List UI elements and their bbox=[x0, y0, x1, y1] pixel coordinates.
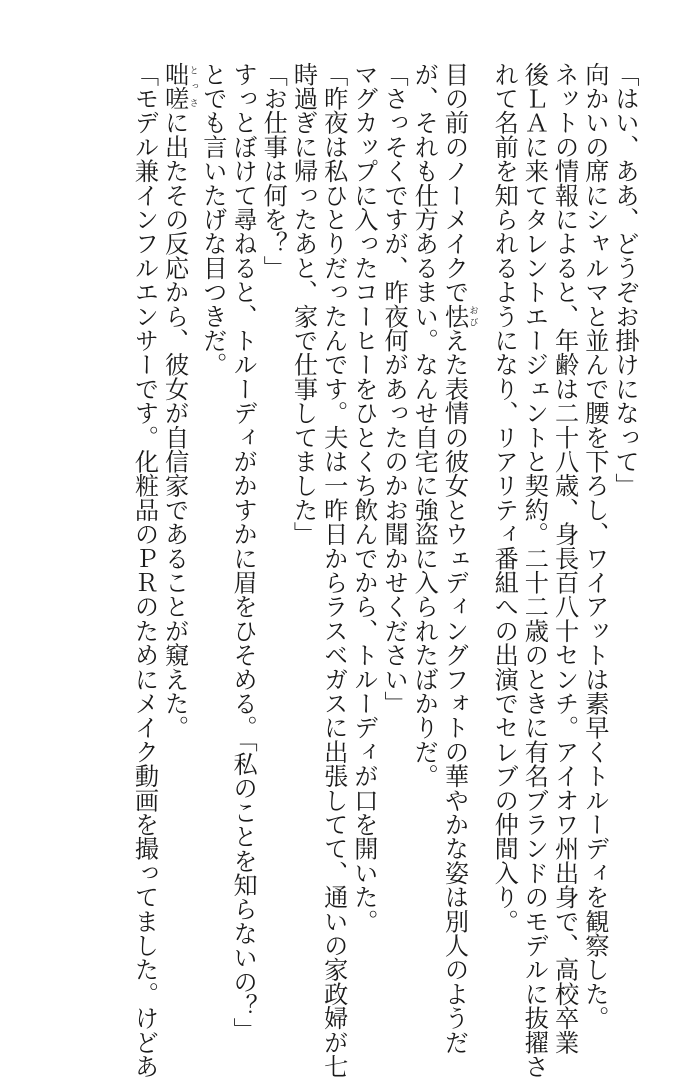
text-line-9: マグカップに入ったコーヒーをひとくち飲んでから、トルーディが口を開いた。 bbox=[349, 62, 378, 934]
ruby-obi: 怯 おび bbox=[440, 304, 478, 329]
text-line-6 bbox=[439, 62, 478, 1055]
vertical-text-body bbox=[129, 62, 640, 1078]
text-line-12: 「お仕事は何を？」 bbox=[259, 62, 288, 280]
ruby-obi-reading: おび bbox=[467, 304, 478, 329]
text-line-14: とでも言いたげな目つきだ。 bbox=[198, 62, 227, 377]
text-line-13: すっとぼけて尋ねると、トルーディがかすかに眉をひそめる。「私のことを知らないの？」 bbox=[229, 62, 258, 1043]
text-line-6-part-b: えた表情の彼女とウェディングフォトの華やかな姿は別人のようだ bbox=[440, 328, 469, 1055]
ruby-tossa: 咄嗟 とっさ bbox=[160, 62, 198, 111]
ruby-tossa-reading: とっさ bbox=[187, 62, 198, 111]
text-line-1: 「はい、ああ、どうぞお掛けになって」 bbox=[611, 62, 639, 498]
text-line-8: 「さっそくですが、昨夜何があったのかお聞かせください」 bbox=[380, 62, 409, 716]
text-line-15 bbox=[159, 62, 197, 974]
text-line-3: ネットの情報によると、年齢は二十八歳、身長百八十センチ。アイオワ州出身で、高校卒業 bbox=[550, 62, 579, 1055]
text-line-5: れて名前を知られるようになり、リアリティ番組への出演でセレブの仲間入り。 bbox=[490, 62, 519, 934]
text-line-7: が、それも仕方あるまい。なんせ自宅に強盗に入られたばかりだ。 bbox=[410, 62, 439, 788]
text-line-4: 後ＬＡに来てタレントエージェントと契約。二十二歳のときに有名ブランドのモデルに抜擢さ bbox=[520, 62, 549, 1078]
text-line-2: 向かいの席にシャルマと並んで腰を下ろし、ワイアットは素早くトルーディを観察した。 bbox=[580, 62, 609, 1030]
text-line-15-rest: に出たその反応から、彼女が自信家であることが窺えた。 bbox=[160, 110, 189, 740]
text-line-10: 「昨夜は私ひとりだったんです。夫は一昨日からラスベガスに出張してて、通いの家政婦が七 bbox=[319, 62, 348, 1078]
text-line-6-part-a: 目の前のノーメイクで bbox=[440, 62, 469, 304]
text-line-16: 「モデル兼インフルエンサーです。化粧品のＰＲのためにメイク動画を撮ってました。けどあ bbox=[130, 62, 159, 1078]
text-line-11: 時過ぎに帰ったあと、家で仕事してました」 bbox=[289, 62, 318, 546]
